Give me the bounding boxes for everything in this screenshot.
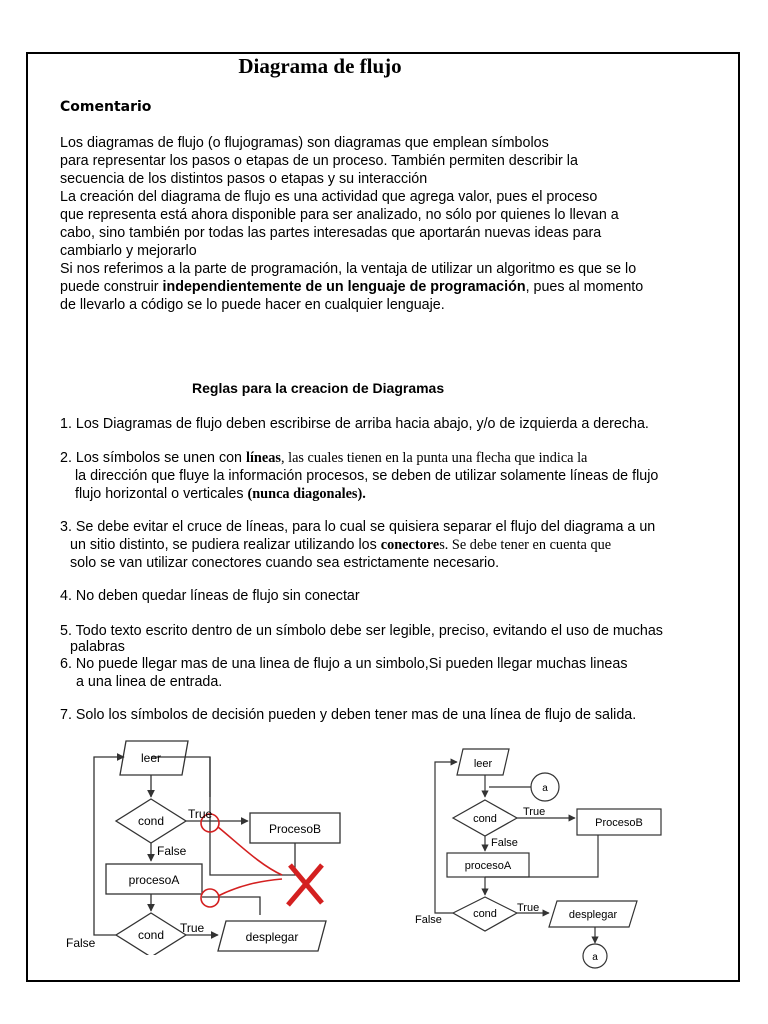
rule-3-line-2-bold: conectore bbox=[380, 537, 440, 553]
comment-line-5: que representa está ahora disponible para ser analizado, no sólo por quienes lo llevan a bbox=[60, 207, 619, 223]
flowchart-incorrect bbox=[60, 735, 360, 955]
right-desplegar-label: desplegar bbox=[568, 909, 618, 921]
comment-line-7: cambiarlo y mejorarlo bbox=[60, 243, 197, 259]
comment-heading: Comentario bbox=[60, 99, 152, 115]
flowchart-correct bbox=[405, 745, 675, 970]
right-false2-label: False bbox=[415, 914, 442, 926]
right-connector-bottom-label: a bbox=[592, 952, 598, 963]
comment-line-9-pre: puede construir bbox=[60, 279, 163, 295]
comment-line-9 bbox=[60, 278, 643, 296]
rule-2-pre: 2. Los símbolos se unen con bbox=[60, 450, 246, 466]
left-cond2-label: cond bbox=[137, 928, 165, 942]
rule-6-line-2: a una linea de entrada. bbox=[76, 674, 223, 690]
comment-line-1: Los diagramas de flujo (o flujogramas) son diagramas que emplean símbolos bbox=[60, 135, 549, 151]
right-cond2-label: cond bbox=[473, 908, 497, 920]
rule-2-line-3 bbox=[75, 485, 366, 503]
left-procesoa-label: procesoA bbox=[128, 873, 180, 887]
comment-line-4: La creación del diagrama de flujo es una actividad que agrega valor, pues el proceso bbox=[60, 189, 598, 205]
rule-2-bold: líneas bbox=[245, 450, 281, 466]
rule-2-line-1 bbox=[60, 449, 587, 467]
comment-line-3: secuencia de los distintos pasos o etapas y su interacción bbox=[60, 171, 428, 187]
right-procesob-label: ProcesoB bbox=[595, 817, 643, 829]
right-connector-top-label: a bbox=[542, 783, 548, 794]
left-leer-label: leer bbox=[140, 751, 162, 765]
right-true1-label: True bbox=[523, 806, 546, 818]
rule-5-line-1: 5. Todo texto escrito dentro de un símbolo debe ser legible, preciso, evitando el uso de muchas bbox=[60, 623, 663, 639]
rule-2-post: , las cuales tienen en la punta una flecha que indica la bbox=[280, 450, 588, 466]
left-false2-label: False bbox=[66, 936, 96, 950]
rule-2-line-2: la dirección que fluye la información procesos, se deben de utilizar solamente líneas de flujo bbox=[75, 468, 659, 484]
rule-3-line-2-text: un sitio distinto, se pudiera realizar utilizando los bbox=[70, 537, 381, 553]
page-title: Diagrama de flujo bbox=[238, 54, 402, 78]
comment-line-9-post: , pues al momento bbox=[525, 279, 644, 295]
left-true1-label: True bbox=[188, 807, 213, 821]
comment-line-2: para representar los pasos o etapas de un proceso. También permiten describir la bbox=[60, 153, 578, 169]
right-procesoa-label: procesoA bbox=[464, 860, 512, 872]
rule-3-line-2-post: s. Se debe tener en cuenta que bbox=[439, 537, 612, 553]
right-cond1-label: cond bbox=[473, 813, 497, 825]
rule-5-line-2: palabras bbox=[70, 639, 125, 655]
rule-1: 1. Los Diagramas de flujo deben escribirse de arriba hacia abajo, y/o de izquierda a derecha. bbox=[60, 416, 649, 432]
left-cond1-label: cond bbox=[137, 814, 165, 828]
comment-line-6: cabo, sino también por todas las partes interesadas que aportarán nuevas ideas para bbox=[60, 225, 602, 241]
left-true2-label: True bbox=[180, 921, 205, 935]
rule-6-line-1: 6. No puede llegar mas de una linea de flujo a un simbolo,Si pueden llegar muchas lineas bbox=[60, 656, 628, 672]
comment-line-9-bold: independientemente de un lenguaje de programación bbox=[162, 279, 526, 295]
rule-3-line-1: 3. Se debe evitar el cruce de líneas, para lo cual se quisiera separar el flujo del diagrama a un bbox=[60, 519, 656, 535]
rule-4: 4. No deben quedar líneas de flujo sin conectar bbox=[60, 588, 360, 604]
rules-heading: Reglas para la creacion de Diagramas bbox=[192, 380, 445, 396]
right-false1-label: False bbox=[491, 837, 518, 849]
rule-2-line-3-bold: (nunca diagonales). bbox=[247, 486, 366, 502]
rule-3-line-2 bbox=[70, 536, 611, 554]
comment-line-10: de llevarlo a código se lo puede hacer en cualquier lenguaje. bbox=[60, 297, 445, 313]
right-true2-label: True bbox=[517, 902, 540, 914]
comment-line-8: Si nos referimos a la parte de programación, la ventaja de utilizar un algoritmo es que se lo bbox=[60, 261, 637, 277]
rule-2-line-3-text: flujo horizontal o verticales bbox=[75, 486, 248, 502]
rule-3-line-3: solo se van utilizar conectores cuando sea estrictamente necesario. bbox=[70, 555, 500, 571]
left-false1-label: False bbox=[157, 844, 187, 858]
rule-7: 7. Solo los símbolos de decisión pueden y deben tener mas de una línea de flujo de salida. bbox=[60, 707, 637, 723]
left-desplegar-label: desplegar bbox=[245, 930, 299, 944]
left-procesob-label: ProcesoB bbox=[268, 822, 322, 836]
right-leer-label: leer bbox=[473, 758, 493, 770]
